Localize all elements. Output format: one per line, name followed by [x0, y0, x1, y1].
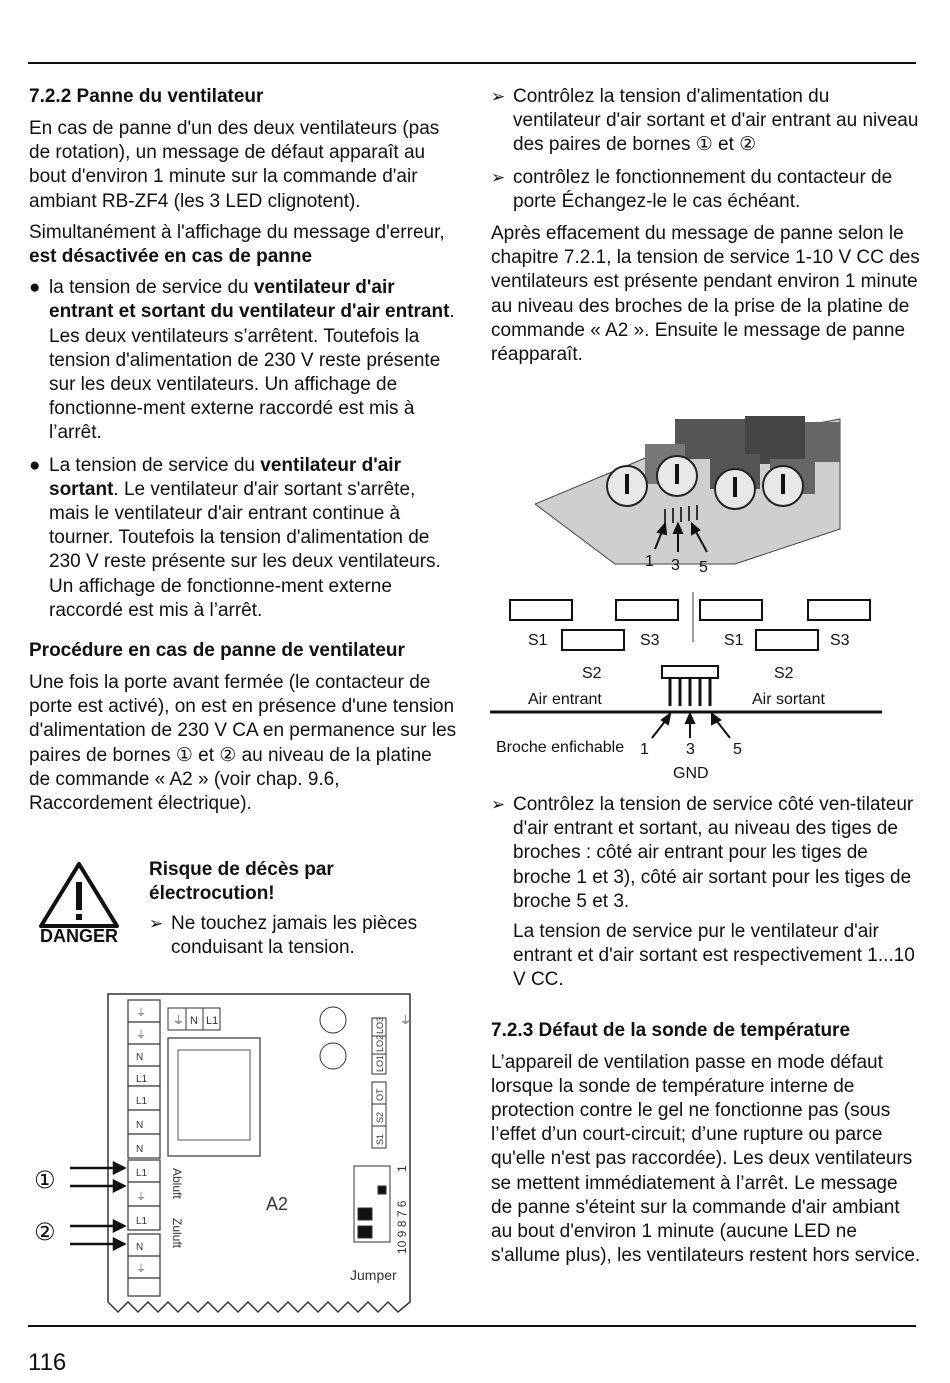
svg-text:N: N [136, 1120, 144, 1131]
svg-text:⏚: ⏚ [136, 1192, 146, 1203]
list-item: ● la tension de service du ventilateur d'air entrant et sortant du ventilateur d'air entrant. Les deux ventilateurs s’arrêtent. Toutefois la tension d'alimentation de 230 V reste présente sur les deux ventilateurs. Un affichage de fonctionne-ment externe raccordé est mis à l’arrêt. [29, 277, 455, 444]
board-photo [535, 414, 895, 584]
danger-instruction: ➢ Ne touchez jamais les pièces conduisant la tension. [149, 913, 418, 958]
svg-text:1: 1 [395, 1165, 409, 1172]
svg-text:N: N [136, 1242, 144, 1253]
control-board-diagram [28, 990, 448, 1320]
jumper-block [354, 1166, 390, 1242]
connector-body [662, 666, 718, 678]
pin-label-1: 1 [645, 553, 654, 570]
zuluft-label: Zuluft [170, 1218, 184, 1249]
s3-label: S3 [830, 632, 850, 649]
dip-switch-group [510, 600, 870, 650]
right-column [491, 85, 921, 374]
svg-text:⏚: ⏚ [136, 1264, 146, 1275]
paragraph: La tension de service pur le ventilateur d'air entrant et d'air sortant est respectivement 1...10 V CC. [513, 921, 915, 991]
svg-text:10 9 8 7 6: 10 9 8 7 6 [395, 1200, 409, 1254]
paragraph: Simultanément à l'affichage du message d'erreur, est désactivée en cas de panne [29, 221, 445, 268]
relay [805, 422, 840, 462]
paragraph: Après effacement du message de panne selon le chapitre 7.2.1, la tension de service 1-10 V CC des ventilateurs est présente pendant environ 1 minute au niveau des broches de la prise de la platine de commande « A2 ». Ensuite le message de panne réapparaît. [491, 223, 920, 366]
connector-pins [670, 678, 710, 706]
left-column [29, 85, 457, 823]
pin-5-label: 5 [733, 741, 742, 758]
list-item: ➢ Contrôlez la tension de service côté ven-tilateur d'air entrant et sortant, au niveau des tiges de broches : côté air entrant pour les tiges de broche 1 et 3), côté air sortant pour les tiges de broche 5 et 3. [491, 794, 914, 912]
svg-text:⏚: ⏚ [136, 1030, 146, 1041]
pin-label-5: 5 [699, 559, 708, 576]
left-terminal-strip [128, 1000, 160, 1296]
svg-text:S2: S2 [375, 1111, 385, 1123]
right-column-lower [491, 793, 921, 1275]
pin-3-label: 3 [686, 741, 695, 758]
paragraph: Une fois la porte avant fermée (le contacteur de porte est activé), on est en présence d'une tension d'alimentation de 230 V CA en permanence sur les paires de bornes ① et ② au niveau de la platine de commande « A2 » (voir chap. 9.6, Raccordement électrique). [29, 672, 457, 815]
paragraph: En cas de panne d'un des deux ventilateurs (pas de rotation), un message de défaut apparaît au bout d'environ 1 minute sur la commande d'air ambiant RB-ZF4 (les 3 LED clignotent). [29, 118, 440, 212]
svg-text:N: N [136, 1052, 144, 1063]
arrow-bullet-icon: ➢ [491, 167, 506, 187]
svg-text:LO3: LO3 [375, 1016, 385, 1034]
arrow-bullet-icon: ➢ [491, 87, 506, 106]
pin-schematic [490, 590, 890, 790]
section-heading-722: 7.2.2 Panne du ventilateur [29, 86, 264, 107]
board-label: A2 [266, 1194, 289, 1214]
svg-text:LO2: LO2 [375, 1034, 385, 1052]
list-item: ● La tension de service du ventilateur d'air sortant. Le ventilateur d'air sortant s'arrête, mais le ventilateur d'air entrant continue à tourner. Toutefois la tension d'alimentation de 230 V reste présente sur les deux ventilateurs. Un affichage de fonctionne-ment externe raccordé est mis à l’arrêt. [29, 454, 441, 621]
list-item: ➢ Contrôlez la tension d'alimentation du ventilateur d'air sortant et d'air entrant au niveau des paires de bornes ① et ② [491, 86, 919, 156]
warning-triangle-icon [37, 860, 121, 930]
plug-label: Broche enfichable [496, 739, 625, 756]
danger-label: DANGER [40, 926, 119, 946]
svg-text:OT: OT [375, 1088, 385, 1101]
section-heading-723: 7.2.3 Défaut de la sonde de température [491, 1019, 851, 1041]
bullet-icon: ● [29, 277, 41, 299]
relay [675, 419, 745, 459]
arrow-bullet-icon: ➢ [491, 795, 506, 814]
svg-text:S1: S1 [375, 1133, 385, 1145]
s3-label: S3 [640, 632, 660, 649]
paragraph: L’appareil de ventilation passe en mode défaut lorsque la sonde de température interne de protection contre le gel ne fonctionne pas (sous l’effet d’un court-circuit; d’une rupture ou parce qu'elle n'est pas raccordée). Les deux ventilateurs se mettent immédiatement à l’arrêt. Le message de panne s'éteint sur la commande d'air ambiant au bout d'environ 1 minute (aucune LED ne s'allume plus), les ventilateurs restent hors service. [491, 1051, 921, 1267]
capacitor [320, 1007, 346, 1033]
pin-1-label: 1 [640, 741, 649, 758]
danger-title: Risque de décès par électrocution! [149, 859, 334, 904]
svg-text:L1: L1 [136, 1074, 148, 1085]
air-in-label: Air entrant [528, 691, 602, 708]
s2-label: S2 [582, 665, 602, 682]
svg-text:L1: L1 [136, 1096, 148, 1107]
s2-label: S2 [774, 665, 794, 682]
capacitor [320, 1043, 346, 1069]
pin-label-3: 3 [671, 557, 680, 574]
svg-text:L1: L1 [136, 1216, 148, 1227]
transformer [168, 1038, 260, 1156]
gnd-label: GND [673, 765, 709, 782]
svg-text:⏚: ⏚ [136, 1008, 146, 1019]
svg-text:N: N [190, 1015, 198, 1027]
procedure-heading: Procédure en cas de panne de ventilateur [29, 640, 405, 662]
s1-label: S1 [528, 632, 548, 649]
bullet-icon: ● [29, 454, 41, 476]
top-rule [28, 62, 916, 64]
callout-1: ① [34, 1167, 56, 1194]
abluft-label: Abluft [170, 1168, 184, 1199]
callout-2: ② [34, 1219, 56, 1246]
jumper-label: Jumper [350, 1267, 397, 1283]
svg-text:L1: L1 [136, 1168, 148, 1179]
list-item: ➢ contrôlez le fonctionnement du contacteur de porte Échangez-le le cas échéant. [491, 166, 893, 212]
svg-text:N: N [136, 1144, 144, 1155]
s1-label: S1 [724, 632, 744, 649]
page-number: 116 [28, 1349, 67, 1376]
svg-text:⏚: ⏚ [173, 1015, 184, 1027]
ground-symbol: ⏚ [400, 1015, 411, 1027]
bottom-rule [28, 1325, 916, 1327]
danger-notice [29, 858, 459, 968]
arrow-bullet-icon: ➢ [149, 914, 164, 933]
svg-text:LO1: LO1 [375, 1054, 385, 1072]
air-out-label: Air sortant [752, 691, 825, 708]
svg-text:L1: L1 [206, 1015, 219, 1027]
pin-arrows [652, 714, 730, 738]
